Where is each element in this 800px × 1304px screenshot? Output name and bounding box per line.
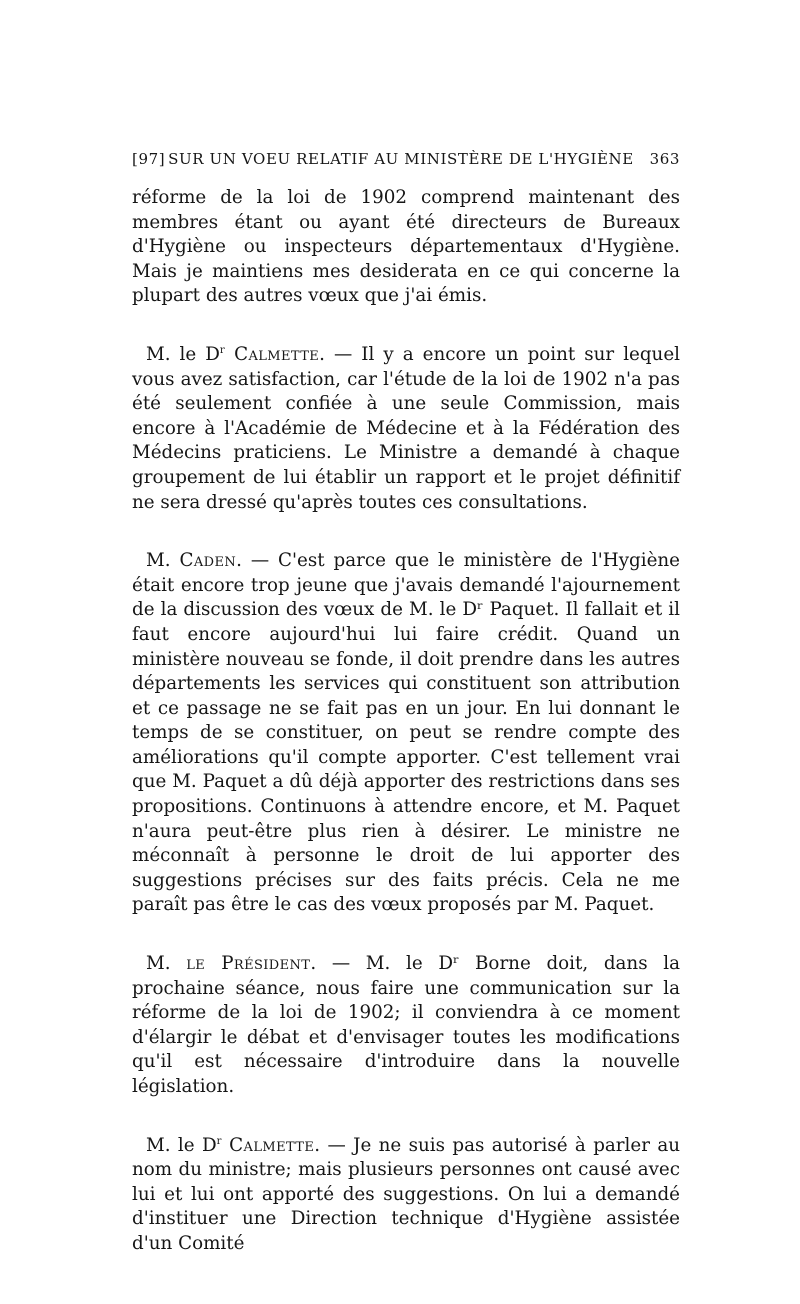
body-text: [132, 186, 680, 1257]
speaker-prefix: M.: [146, 550, 180, 572]
speaker-name: Calmette: [224, 343, 320, 365]
paragraph-text: réforme de la loi de 1902 comprend maintenant des membres étant ou ayant été directeurs de Bureaux d'Hygiène ou inspecteurs départementaux d'Hygiène. Mais je maintiens mes desiderata en ce qui concerne la plupart des autres vœux que j'ai émis.: [132, 187, 680, 307]
paragraph-calmette-2: [132, 1134, 680, 1257]
paragraph-text: . — C'est parce que le ministère de l'Hygiène était encore trop jeune que j'avais demandé l'ajournement de la discussion des vœux de M. le Dʳ Paquet. Il fallait et il faut encore aujourd'hui lui faire crédit. Quand un ministère nouveau se fonde, il doit prendre dans les autres départements les services qui constituent son attribution et ce passage ne se fait pas en un jour. En lui donnant le temps de se constituer, on peut se rendre compte des améliorations qu'il compte apporter. C'est tellement vrai que M. Paquet a dû déjà apporter des restrictions dans ses propositions. Continuons à attendre encore, et M. Paquet n'aura peut-être plus rien à désirer. Le ministre ne méconnaît à personne le droit de lui apporter des suggestions précises sur des faits précis. Cela ne me paraît pas être le cas des vœux proposés par M. Paquet.: [132, 550, 680, 916]
section-number: [97]: [132, 150, 166, 168]
speaker-superscript: r: [216, 1135, 222, 1147]
paragraph-caden: [132, 549, 680, 918]
running-title: SUR UN VOEU RELATIF AU MINISTÈRE DE L'HYGIÈNE: [168, 150, 634, 168]
speaker-prefix: M.: [146, 953, 187, 975]
speaker-prefix: M. le D: [146, 1134, 217, 1156]
paragraph-text: . — Je ne suis pas autorisé à parler au nom du ministre; mais plusieurs personnes ont causé avec lui et lui ont apporté des suggestions. On lui a demandé d'instituer une Direction technique d'Hygiène assistée d'un Comité: [132, 1134, 680, 1254]
speaker-name: le Président: [186, 953, 311, 975]
speaker-name: Caden: [179, 550, 237, 572]
paragraph-continuation: [132, 186, 680, 309]
speaker-prefix: M. le D: [146, 343, 220, 365]
speaker-superscript: r: [219, 344, 225, 356]
paragraph-text: . — Il y a encore un point sur lequel vous avez satisfaction, car l'étude de la loi de 1902 n'a pas été seulement confiée à une seule Commission, mais encore à l'Académie de Médecine et à la Fédération des Médecins praticiens. Le Ministre a demandé à chaque groupement de lui établir un rapport et le projet définitif ne sera dressé qu'après toutes ces consultations.: [132, 343, 680, 513]
speaker-name: Calmette: [221, 1134, 315, 1156]
paragraph-calmette-1: [132, 343, 680, 515]
paragraph-text: . — M. le Dʳ Borne doit, dans la prochaine séance, nous faire une communication sur la réforme de la loi de 1902; il conviendra à ce moment d'élargir le débat et d'envisager toutes les modifications qu'il est nécessaire d'introduire dans la nouvelle législation.: [132, 953, 680, 1097]
page-number: 363: [649, 150, 680, 168]
paragraph-president: [132, 952, 680, 1100]
running-header: [132, 150, 680, 174]
